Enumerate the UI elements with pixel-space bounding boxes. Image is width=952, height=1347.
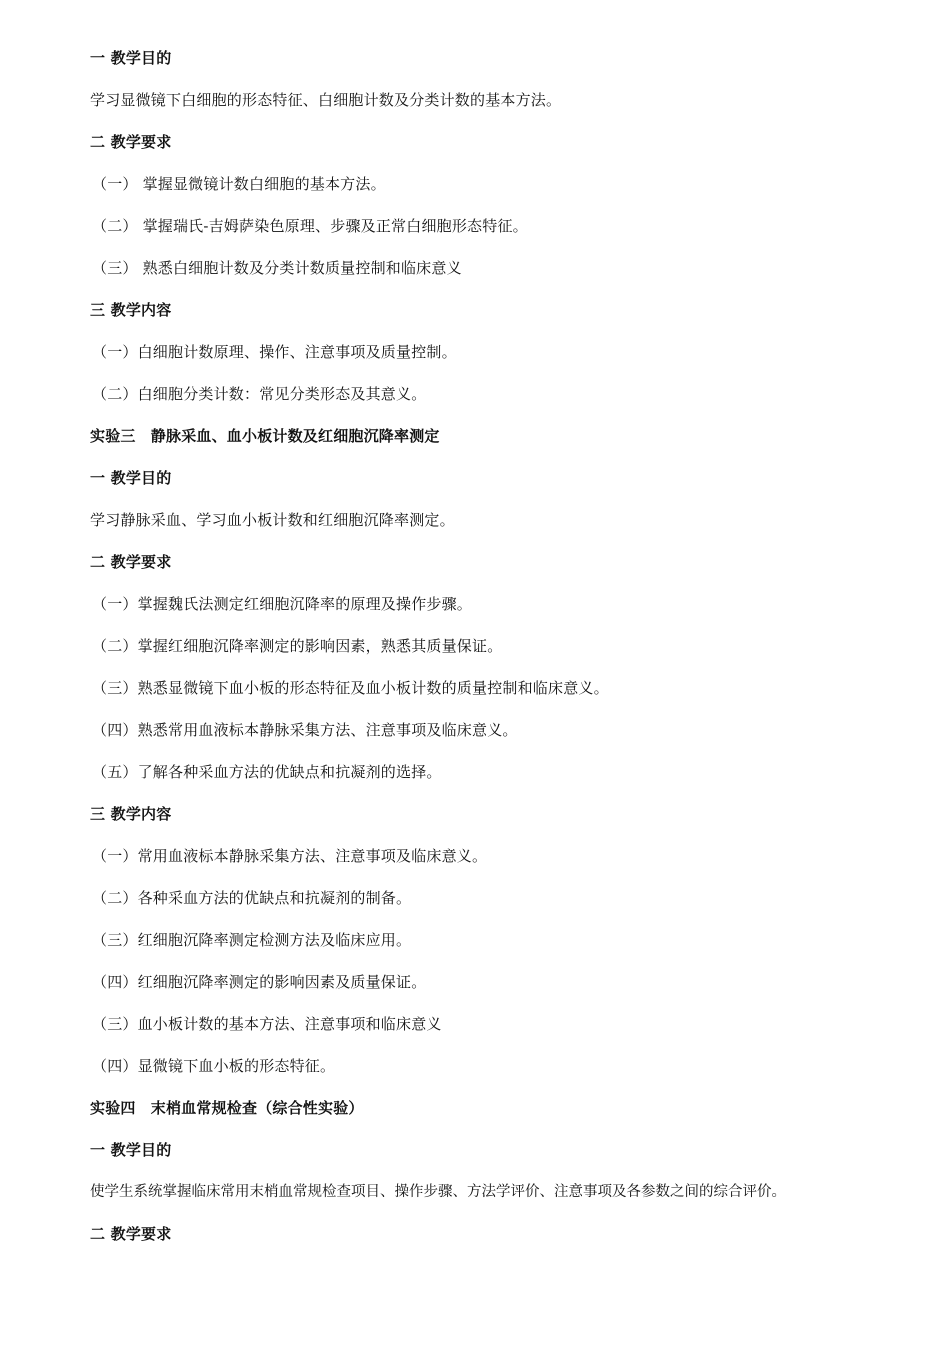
list-item: （四）显微镜下血小板的形态特征。 — [92, 1057, 336, 1075]
list-item: （四）熟悉常用血液标本静脉采集方法、注意事项及临床意义。 — [92, 721, 518, 739]
paragraph: 学习静脉采血、学习血小板计数和红细胞沉降率测定。 — [90, 511, 455, 529]
list-item: （三）红细胞沉降率测定检测方法及临床应用。 — [92, 931, 412, 949]
list-item: （一）常用血液标本静脉采集方法、注意事项及临床意义。 — [92, 847, 488, 865]
list-item: （五）了解各种采血方法的优缺点和抗凝剂的选择。 — [92, 763, 442, 781]
section-heading: 二 教学要求 — [90, 1225, 172, 1243]
experiment-title: 实验四 末梢血常规检查（综合性实验） — [90, 1099, 364, 1117]
list-item: （二）白细胞分类计数：常见分类形态及其意义。 — [92, 385, 427, 403]
list-item: （一）掌握魏氏法测定红细胞沉降率的原理及操作步骤。 — [92, 595, 473, 613]
list-item: （二）掌握红细胞沉降率测定的影响因素，熟悉其质量保证。 — [92, 637, 503, 655]
paragraph: 使学生系统掌握临床常用末梢血常规检查项目、操作步骤、方法学评价、注意事项及各参数之间的综合评价。 — [90, 1184, 786, 1200]
list-item: （三）血小板计数的基本方法、注意事项和临床意义 — [92, 1015, 442, 1033]
experiment-title: 实验三 静脉采血、血小板计数及红细胞沉降率测定 — [90, 427, 440, 445]
section-heading: 一 教学目的 — [90, 469, 172, 487]
section-heading: 三 教学内容 — [90, 301, 172, 319]
section-heading: 三 教学内容 — [90, 805, 172, 823]
section-heading: 一 教学目的 — [90, 1141, 172, 1159]
paragraph: 学习显微镜下白细胞的形态特征、白细胞计数及分类计数的基本方法。 — [90, 91, 562, 109]
list-item: （四）红细胞沉降率测定的影响因素及质量保证。 — [92, 973, 427, 991]
list-item: （二） 掌握瑞氏-吉姆萨染色原理、步骤及正常白细胞形态特征。 — [92, 217, 528, 235]
section-heading: 一 教学目的 — [90, 49, 172, 67]
list-item: （三）熟悉显微镜下血小板的形态特征及血小板计数的质量控制和临床意义。 — [92, 679, 609, 697]
section-heading: 二 教学要求 — [90, 553, 172, 571]
section-heading: 二 教学要求 — [90, 133, 172, 151]
list-item: （三） 熟悉白细胞计数及分类计数质量控制和临床意义 — [92, 259, 462, 277]
list-item: （一） 掌握显微镜计数白细胞的基本方法。 — [92, 175, 386, 193]
list-item: （一）白细胞计数原理、操作、注意事项及质量控制。 — [92, 343, 457, 361]
list-item: （二）各种采血方法的优缺点和抗凝剂的制备。 — [92, 889, 412, 907]
